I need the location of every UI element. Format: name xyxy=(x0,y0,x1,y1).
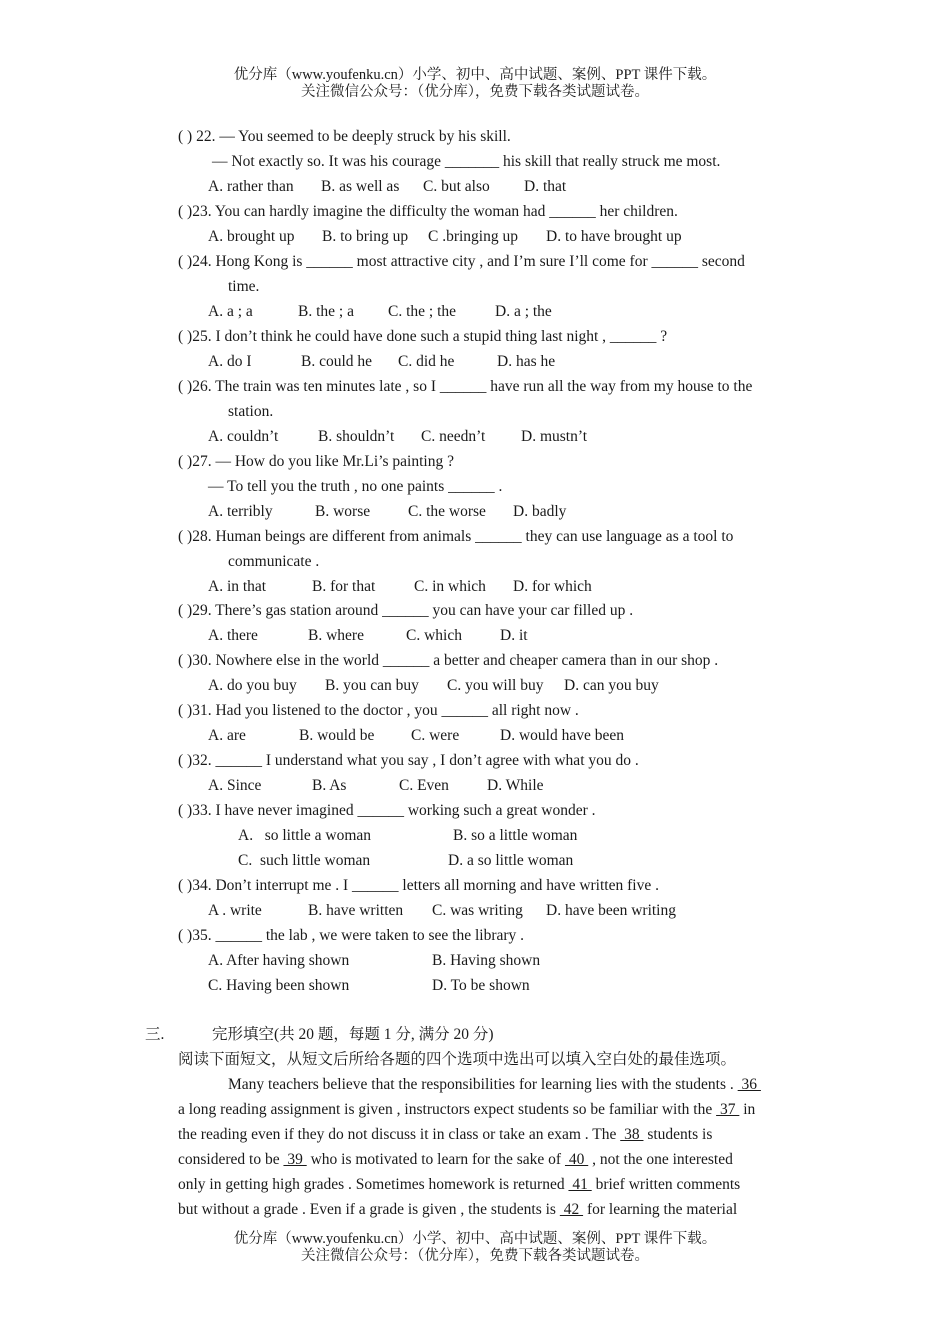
q25-option-b: B. could he xyxy=(301,353,373,370)
section-instruction: 阅读下面短文，从短文后所给各题的四个选项中选出可以填入空白处的最佳选项。 xyxy=(178,1051,737,1068)
blank-40: 40 xyxy=(564,1151,589,1168)
question-22-stem2: — Not exactly so. It was his courage _______ his skill that really struck me most. xyxy=(212,153,721,170)
q30-option-d: D. can you buy xyxy=(564,677,659,694)
q31-option-b: B. would be xyxy=(299,727,375,744)
q33-option-d: D. a so little woman xyxy=(448,852,574,869)
q24-option-a: A. a ; a xyxy=(208,303,253,320)
q28-option-a: A. in that xyxy=(208,578,267,595)
q32-option-c: C. Even xyxy=(399,777,449,794)
q29-option-c: C. which xyxy=(406,627,462,644)
q27-option-c: C. the worse xyxy=(408,503,486,520)
question-31-stem: ( )31. Had you listened to the doctor , you ______ all right now . xyxy=(178,702,579,719)
question-24-stem: ( )24. Hong Kong is ______ most attractive city , and I’m sure I’ll come for ______ second xyxy=(178,253,745,270)
passage-line-5: only in getting high grades . Sometimes homework is returned 41 brief written comments xyxy=(178,1176,741,1193)
q35-option-b: B. Having shown xyxy=(432,952,541,969)
q28-option-d: D. for which xyxy=(513,578,592,595)
q32-option-b: B. As xyxy=(312,777,347,794)
q24-option-b: B. the ; a xyxy=(298,303,354,320)
question-28-stem2: communicate . xyxy=(228,553,320,570)
question-32-stem: ( )32. ______ I understand what you say , I don’t agree with what you do . xyxy=(178,752,639,769)
q25-option-c: C. did he xyxy=(398,353,455,370)
q34-option-b: B. have written xyxy=(308,902,404,919)
footer-line-2: 关注微信公众号：（优分库），免费下载各类试题试卷。 xyxy=(301,1248,649,1264)
page-footer xyxy=(0,1231,950,1265)
question-27-stem: ( )27. — How do you like Mr.Li’s painting ? xyxy=(178,453,454,470)
question-34-stem: ( )34. Don’t interrupt me . I ______ letters all morning and have written five . xyxy=(178,877,659,894)
question-33-stem: ( )33. I have never imagined ______ working such a great wonder . xyxy=(178,802,596,819)
question-23-stem: ( )23. You can hardly imagine the difficulty the woman had ______ her children. xyxy=(178,203,678,220)
q33-option-a: A. so little a woman xyxy=(238,827,372,844)
blank-42: 42 xyxy=(559,1201,584,1218)
passage-line-4: considered to be 39 who is motivated to learn for the sake of 40 , not the one interested xyxy=(178,1151,733,1168)
q28-option-b: B. for that xyxy=(312,578,376,595)
page-header-top xyxy=(0,67,950,101)
question-22-stem: ( ) 22. — You seemed to be deeply struck by his skill. xyxy=(178,128,511,145)
header-line-2: 关注微信公众号：（优分库），免费下载各类试题试卷。 xyxy=(301,84,649,100)
q30-option-a: A. do you buy xyxy=(208,677,297,694)
q26-option-b: B. shouldn’t xyxy=(318,428,395,445)
blank-38: 38 xyxy=(620,1126,644,1143)
footer-line-1: 优分库（www.youfenku.cn）小学、初中、高中试题、案例、PPT 课件下载。 xyxy=(233,1231,717,1247)
header-line-1: 优分库（www.youfenku.cn）小学、初中、高中试题、案例、PPT 课件下载。 xyxy=(233,67,717,83)
q32-option-d: D. While xyxy=(487,777,544,794)
q25-option-d: D. has he xyxy=(497,353,556,370)
q22-option-a: A. rather than xyxy=(208,178,294,195)
q27-option-d: D. badly xyxy=(513,503,567,520)
section-number: 三. xyxy=(145,1026,165,1043)
question-26-stem: ( )26. The train was ten minutes late , so I ______ have run all the way from my house to the xyxy=(178,378,753,395)
question-27-stem2: — To tell you the truth , no one paints ______ . xyxy=(208,478,503,495)
q27-option-a: A. terribly xyxy=(208,503,273,520)
q30-option-b: B. you can buy xyxy=(325,677,419,694)
q29-option-a: A. there xyxy=(208,627,258,644)
passage-line-3: the reading even if they do not discuss it in class or take an exam . The 38 students is xyxy=(178,1126,713,1143)
q23-option-c: C .bringing up xyxy=(428,228,518,245)
q26-option-c: C. needn’t xyxy=(421,428,486,445)
q29-option-d: D. it xyxy=(500,627,528,644)
question-29-stem: ( )29. There’s gas station around ______ you can have your car filled up . xyxy=(178,602,634,619)
q25-option-a: A. do I xyxy=(208,353,252,370)
q23-option-a: A. brought up xyxy=(208,228,295,245)
q28-option-c: C. in which xyxy=(414,578,486,595)
q35-option-d: D. To be shown xyxy=(432,977,530,994)
q23-option-d: D. to have brought up xyxy=(546,228,682,245)
q35-option-c: C. Having been shown xyxy=(208,977,350,994)
blank-36: 36 xyxy=(737,1076,761,1093)
q33-option-b: B. so a little woman xyxy=(453,827,578,844)
q22-option-d: D. that xyxy=(524,178,567,195)
question-30-stem: ( )30. Nowhere else in the world ______ a better and cheaper camera than in our shop . xyxy=(178,652,719,669)
q34-option-d: D. have been writing xyxy=(546,902,676,919)
section-title: 完形填空(共 20 题，每题 1 分, 满分 20 分) xyxy=(212,1026,494,1043)
q26-option-a: A. couldn’t xyxy=(208,428,279,445)
q35-option-a: A. After having shown xyxy=(208,952,350,969)
q23-option-b: B. to bring up xyxy=(322,228,409,245)
q22-option-c: C. but also xyxy=(423,178,490,195)
q26-option-d: D. mustn’t xyxy=(521,428,588,445)
passage-line-1: Many teachers believe that the responsibilities for learning lies with the students . 36 xyxy=(228,1076,761,1093)
q31-option-d: D. would have been xyxy=(500,727,624,744)
q22-option-b: B. as well as xyxy=(321,178,400,195)
question-26-stem2: station. xyxy=(228,403,274,420)
question-35-stem: ( )35. ______ the lab , we were taken to see the library . xyxy=(178,927,525,944)
q31-option-c: C. were xyxy=(411,727,460,744)
q29-option-b: B. where xyxy=(308,627,364,644)
question-25-stem: ( )25. I don’t think he could have done such a stupid thing last night , ______ ? xyxy=(178,328,668,345)
q32-option-a: A. Since xyxy=(208,777,262,794)
passage-line-2: a long reading assignment is given , instructors expect students so be familiar with the 37 in xyxy=(178,1101,756,1118)
q30-option-c: C. you will buy xyxy=(447,677,544,694)
q27-option-b: B. worse xyxy=(315,503,371,520)
q24-option-c: C. the ; the xyxy=(388,303,457,320)
question-24-stem2: time. xyxy=(228,278,260,295)
q24-option-d: D. a ; the xyxy=(495,303,552,320)
passage-line-6: but without a grade . Even if a grade is given , the students is 42 for learning the material xyxy=(178,1201,738,1218)
q31-option-a: A. are xyxy=(208,727,246,744)
blank-41: 41 xyxy=(568,1176,592,1193)
q34-option-c: C. was writing xyxy=(432,902,523,919)
blank-37: 37 xyxy=(716,1101,740,1118)
question-28-stem: ( )28. Human beings are different from animals ______ they can use language as a tool to xyxy=(178,528,734,545)
blank-39: 39 xyxy=(283,1151,307,1168)
q34-option-a: A . write xyxy=(208,902,262,919)
q33-option-c: C. such little woman xyxy=(238,852,371,869)
